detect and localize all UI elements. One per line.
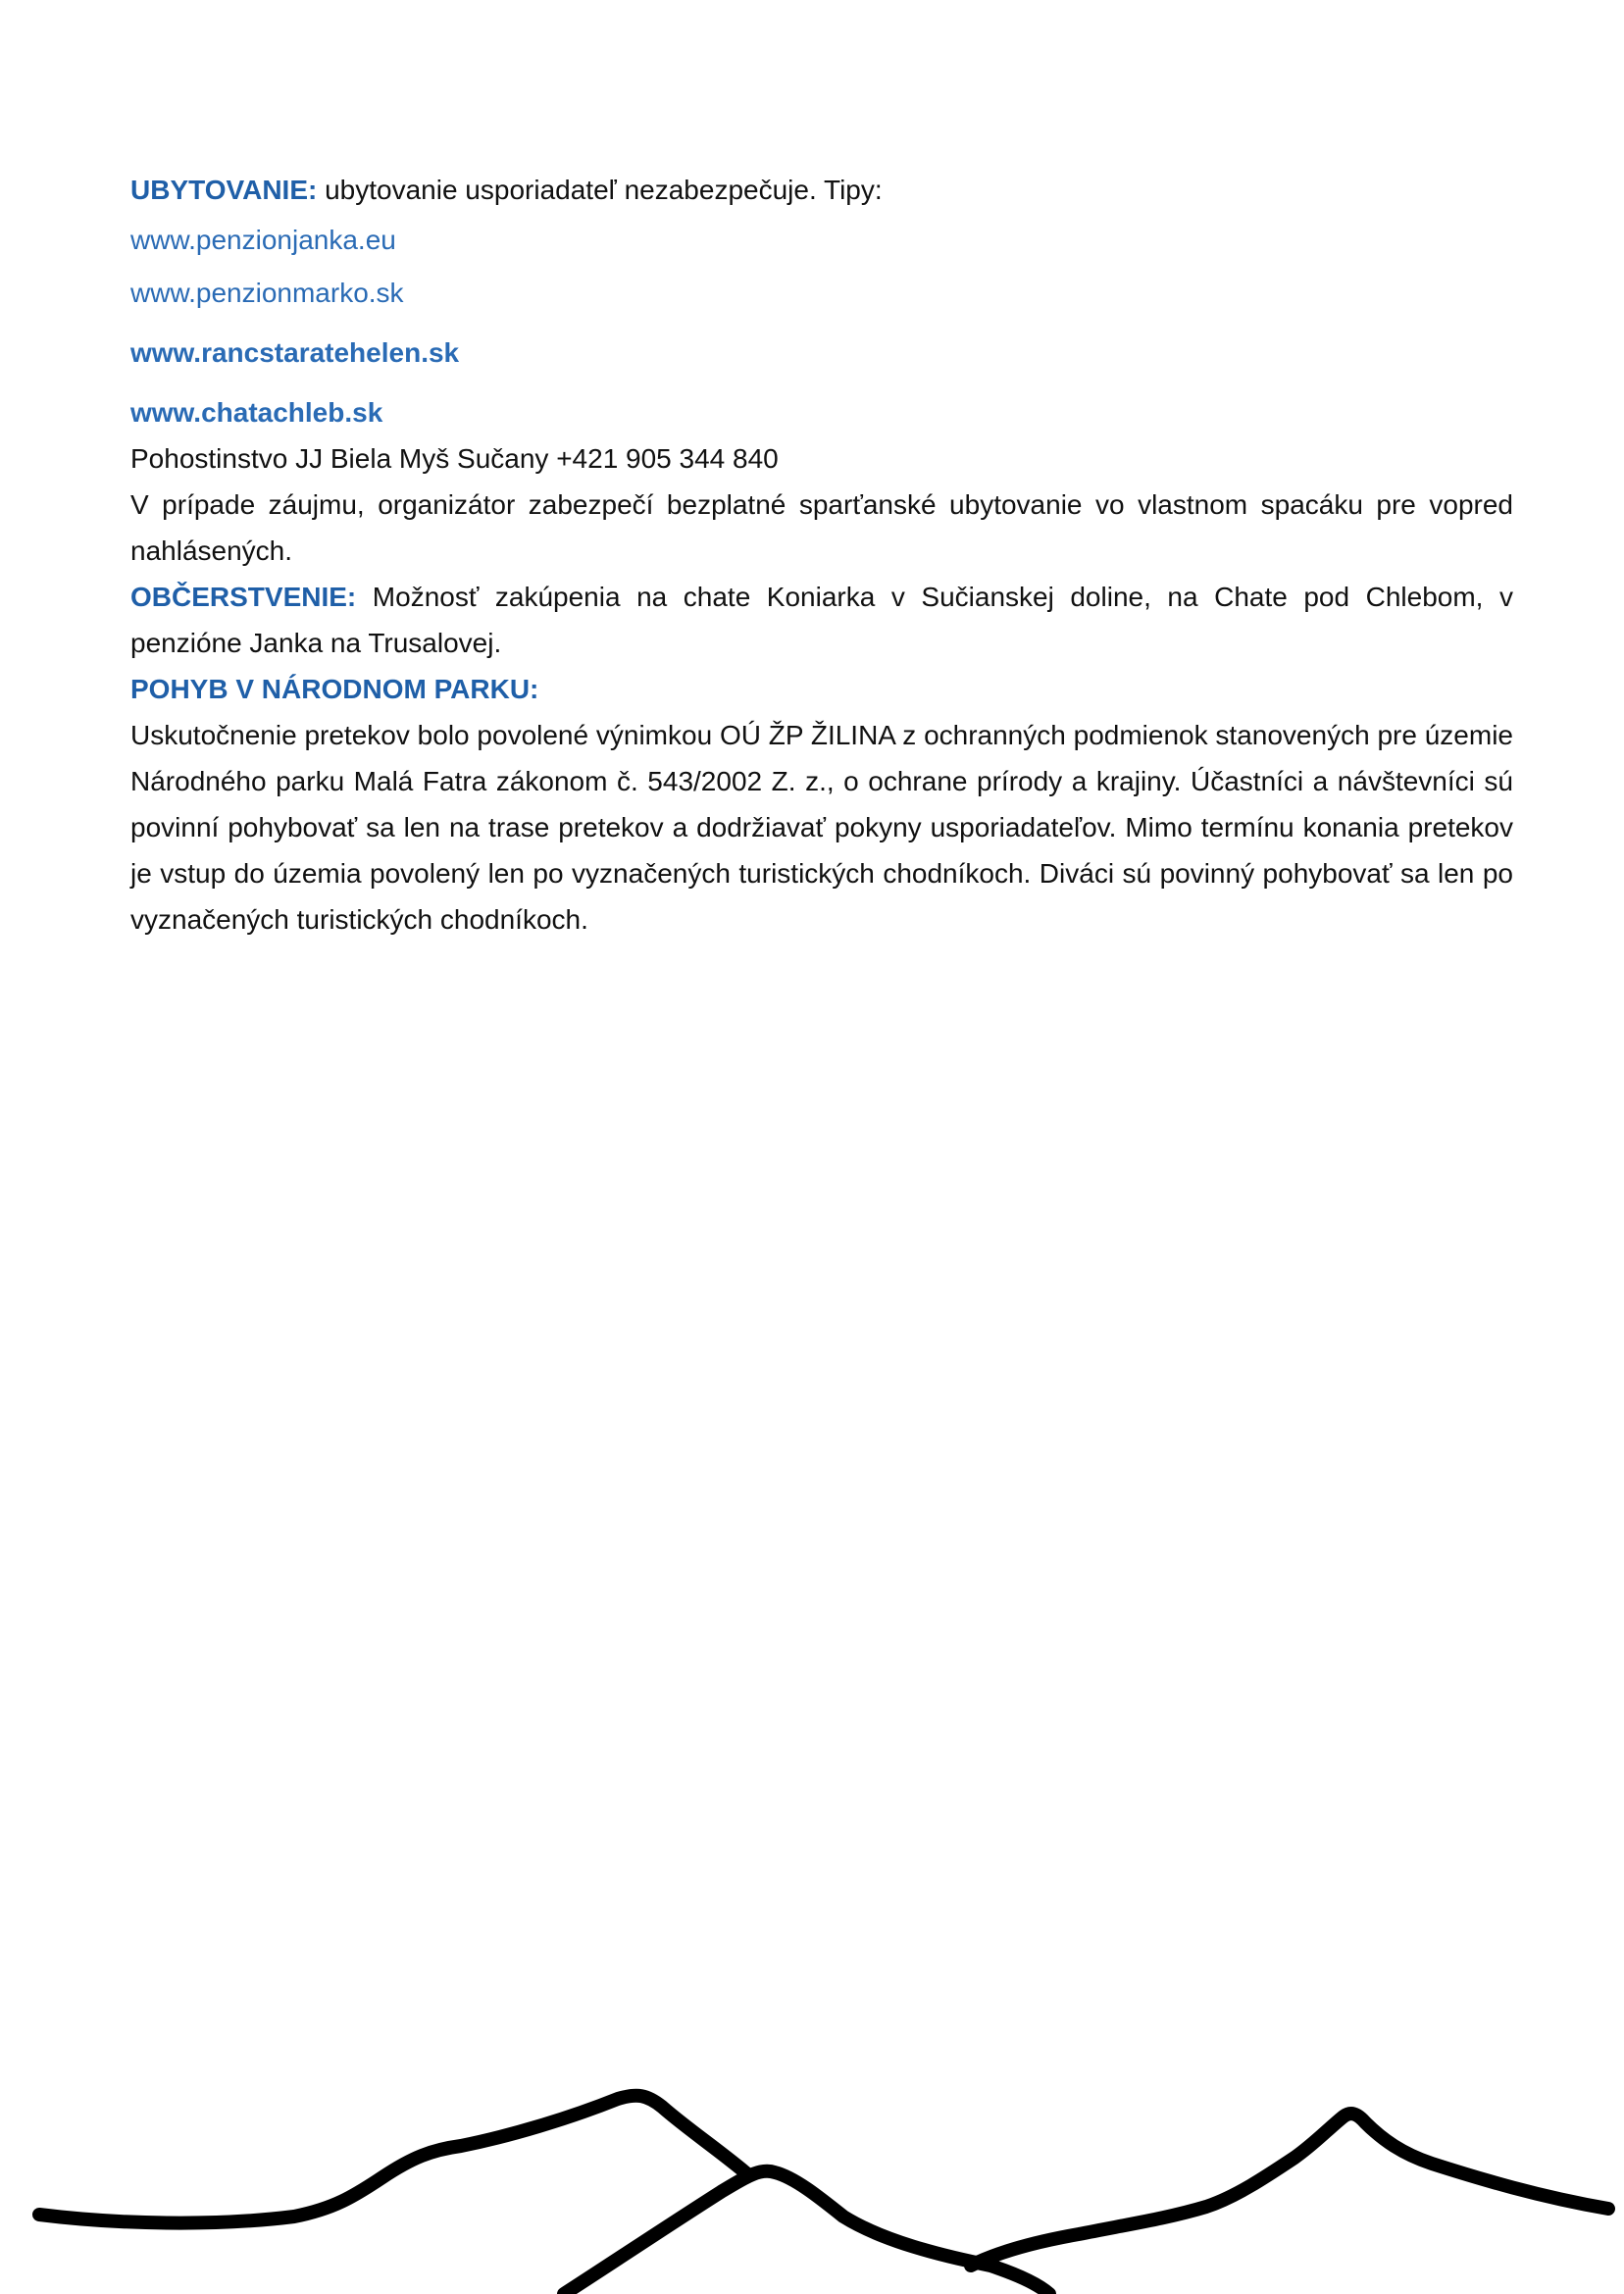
document-body	[130, 167, 1513, 943]
mountain-outline-illustration	[0, 2060, 1624, 2294]
refreshment-label: OBČERSTVENIE:	[130, 582, 357, 612]
park-heading	[130, 666, 1513, 712]
link-penzionmarko[interactable]: www.penzionmarko.sk	[130, 278, 404, 308]
mountain-ridge-left-path	[39, 2096, 745, 2223]
park-label: POHYB V NÁRODNOM PARKU:	[130, 674, 539, 704]
accommodation-contact: Pohostinstvo JJ Biela Myš Sučany +421 905 344 840	[130, 443, 779, 474]
park-paragraph: Uskutočnenie pretekov bolo povolené výnimkou OÚ ŽP ŽILINA z ochranných podmienok stanovených pre územie Národného parku Malá Fatra zákonom č. 543/2002 Z. z., o ochrane prírody a krajiny. Účastníci a návštevníci sú povinní pohybovať sa len na trase pretekov a dodržiavať pokyny usporiadateľov. Mimo termínu konania pretekov je vstup do územia povolený len po vyznačených turistických chodníkoch. Diváci sú povinný pohybovať sa len po vyznačených turistických chodníkoch.	[130, 720, 1513, 935]
mountain-ridge-right-path	[971, 2114, 1608, 2266]
accommodation-note: V prípade záujmu, organizátor zabezpečí bezplatné sparťanské ubytovanie vo vlastnom spacáku pre vopred nahlásených.	[130, 489, 1513, 566]
mountain-ridge-middle-path	[564, 2171, 1049, 2294]
accommodation-label: UBYTOVANIE:	[130, 175, 318, 205]
link-rancstaratehelen[interactable]: www.rancstaratehelen.sk	[130, 337, 460, 368]
link-chatachleb[interactable]: www.chatachleb.sk	[130, 397, 383, 428]
accommodation-text: ubytovanie usporiadateľ nezabezpečuje. Tipy:	[317, 175, 883, 205]
link-penzionjanka[interactable]: www.penzionjanka.eu	[130, 225, 396, 255]
refreshment-text: Možnosť zakúpenia na chate Koniarka v Sučianskej doline, na Chate pod Chlebom, v penzióne Janka na Trusalovej.	[130, 582, 1513, 658]
refreshment-paragraph	[130, 574, 1513, 666]
accommodation-heading-line	[130, 167, 1513, 213]
